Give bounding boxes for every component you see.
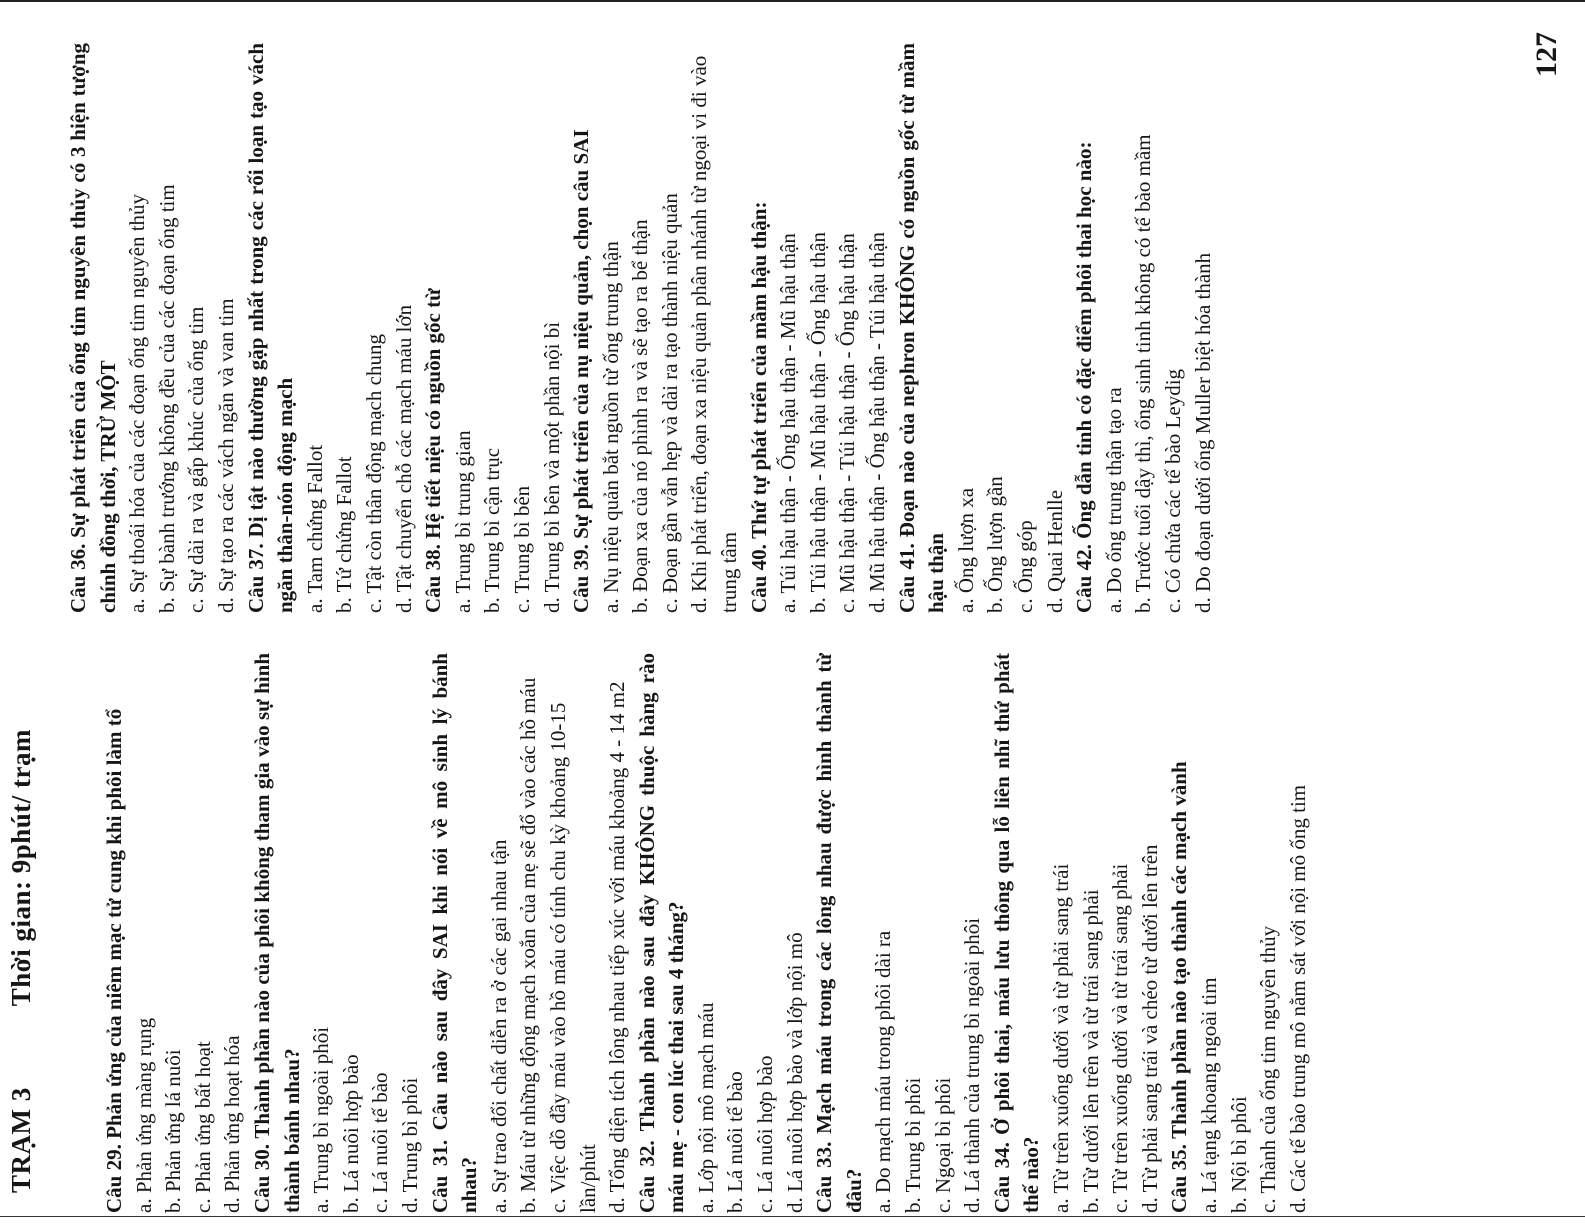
answer-option: d. Từ phải sang trái và chéo từ dưới lên trên [1137,844,1162,1213]
question-block [745,43,893,613]
question-text [988,653,1047,1213]
answer-option: d. Mũ hậu thận - Ống hậu thận - Túi hậu thận [865,231,890,613]
answer-option: a. Sự thoái hóa của các đoạn ống tim nguyên thủy [125,193,150,613]
question-number: Câu 37. [243,543,268,613]
question-block [988,653,1166,1213]
answer-option: a. Do ống trung thận tạo ra [1101,387,1126,613]
question-number: Câu 30. [249,1144,274,1213]
answer-option: a. Từ trên xuống dưới và từ phải sang trái [1049,863,1073,1213]
question-block [633,653,811,1213]
question-stem: Dị tật nào thường gặp nhất trong các rối loạn tạo vách ngăn thân-nón động mạch [243,43,298,613]
question-number: Câu 36. [66,543,90,613]
answer-option: b. Trung bì phôi [901,1077,926,1213]
answer-option: d. Khi phát triển, đoạn xa niệu quản phân nhánh từ ngoại vi đi vào trung tâm [687,55,742,613]
station-label: TRẠM 3 [6,1087,36,1193]
answer-option: b. Nội bì phôi [1226,1096,1251,1213]
answer-option: a. Lá tạng khoang ngoài tim [1196,977,1221,1213]
answer-option: d. Tật chuyển chỗ các mạch máu lớn [391,304,416,613]
question-number: Câu 34. [989,1142,1014,1213]
answer-option: c. Mũ hậu thận - Túi hậu thận - Ống hậu thận [835,233,860,613]
question-number: Câu 33. [812,1141,837,1213]
question-block [1165,653,1313,1213]
question-block [567,43,745,613]
question-text [1165,653,1195,1213]
answer-option: c. Tật còn thân động mạch chung [361,334,386,613]
question-block [419,43,567,613]
answer-option: c. Có chứa các tế bào Leydig [1160,368,1185,613]
question-stem: Hệ tiết niệu có nguồn gốc từ [421,288,446,539]
question-stem: Đoạn nào của nephron KHÔNG có nguồn gốc từ mầm hậu thận [894,43,949,613]
question-text [1070,43,1100,613]
answer-option: a. Nụ niệu quản bắt nguồn từ ống trung thận [598,241,623,613]
question-stem: Sự phát triển của ống tim nguyên thủy có 3 hiện tượng chính đồng thời, TRỪ MỘT [66,43,120,613]
answer-option: a. Lớp nội mô mạch máu [693,1002,718,1213]
question-number: Câu 29. [102,1144,126,1213]
question-block [1070,43,1218,613]
question-block [64,43,242,613]
question-stem: Ống dẫn tinh có đặc điểm phôi thai học nào: [1072,141,1097,539]
answer-option: b. Sự bành trướng không đều của các đoạn ống tim [154,184,179,613]
question-stem: Thứ tự phát triển của mầm hậu thận: [746,201,771,539]
answer-option: a. Túi hậu thận - Ống hậu thận - Mũ hậu thận [776,233,801,613]
answer-option: b. Máu từ những động mạch xoắn của mẹ sẽ đổ vào các hồ máu [516,677,541,1213]
answer-option: c. Thành của ống tim nguyên thủy [1256,925,1281,1213]
answer-option: d. Phản ứng hoạt hóa [220,1035,245,1213]
answer-option: d. Trung bì phôi [397,1077,422,1213]
question-text [633,653,692,1213]
question-stem: Thành phần nào tạo thành các mạch vành [1167,761,1192,1139]
question-number: Câu 38. [421,544,446,613]
question-text [745,43,775,613]
answer-option: a. Tam chứng Fallot [302,444,327,613]
question-text [100,653,130,1213]
answer-option: b. Ống lượn gần [983,476,1008,613]
answer-option: d. Lá thành của trung bì ngoài phôi [960,917,985,1213]
question-stem: Phản ứng của niêm mạc tử cung khi phôi làm tổ [102,708,126,1139]
answer-option: b. Trước tuổi dậy thì, ống sinh tinh không có tế bào mầm [1131,134,1156,613]
answer-option: c. Lá nuôi hợp bào [753,1055,778,1213]
page-number: 127 [1530,32,1563,77]
answer-option: a. Trung bì trung gian [450,430,475,613]
answer-option: b. Phản ứng lá nuôi [161,1049,186,1213]
answer-option: c. Sự dài ra và gấp khúc của ống tim [184,306,209,613]
answer-option: c. Việc dồ đầy máu vào hồ máu có tính chu kỳ khoảng 10-15 lần/phút [545,702,600,1213]
question-text [567,43,597,613]
question-stem: Câu nào sau đây SAI khi nói về mô sinh lý bánh nhau? [427,653,482,1213]
question-text [64,43,123,613]
answer-option: d. Các tế bào trung mô nằm sát với nội mô ống tim [1285,784,1310,1213]
question-number: Câu 32. [634,1140,659,1213]
question-block [893,43,1071,613]
answer-option: b. Túi hậu thận - Mũ hậu thận - Ống hậu thận [805,231,830,613]
question-text [242,43,301,613]
answer-option: c. Trung bì bên [509,485,534,613]
answer-option: c. Lá nuôi tế bào [368,1072,393,1213]
question-text [248,653,307,1213]
question-text [893,43,952,613]
question-block [248,653,426,1213]
question-number: Câu 31. [427,1139,452,1213]
answer-option: b. Lá nuôi tế bào [723,1071,748,1213]
answer-option: b. Trung bì cận trục [480,447,505,613]
answer-option: c. Ống góp [1013,520,1037,613]
question-column-left [100,653,1313,1213]
question-stem: Thành phần nào của phôi không tham gia vào sự hình thành bánh nhau? [249,652,304,1213]
question-number: Câu 40. [746,544,771,613]
question-block [426,653,633,1213]
answer-option: d. Sự tạo ra các vách ngăn và van tim [213,298,238,613]
question-number: Câu 35. [1167,1144,1192,1213]
question-number: Câu 41. [894,543,919,613]
question-stem: Thành phần nào sau đây KHÔNG thuộc hàng rào máu mẹ - con lúc thai sau 4 tháng? [634,653,689,1213]
question-column-right [64,43,1218,613]
answer-option: b. Đoạn xa của nó phình ra và sẽ tạo ra bể thận [628,219,653,613]
answer-option: c. Từ trên xuống dưới và từ trái sang phải [1108,863,1133,1213]
question-number: Câu 39. [569,544,594,613]
station-header [6,729,37,1193]
answer-option: c. Phản ứng bất hoạt [190,1041,215,1213]
answer-option: c. Đoạn gần vẫn hẹp và dài ra tạo thành niệu quản [657,193,682,613]
answer-option: a. Do mạch máu trong phôi dài ra [871,930,896,1213]
time-label: Thời gian: 9phút/ trạm [6,728,36,1007]
answer-option: a. Sự trao đổi chất diễn ra ở các gai nhau tận [486,839,511,1213]
answer-option: a. Trung bì ngoài phôi [309,1026,334,1213]
answer-option: a. Ống lượn xa [953,487,978,613]
answer-option: b. Từ dưới lên trên và từ trái sang phải [1078,889,1103,1213]
question-block [242,43,420,613]
answer-option: d. Quai Henlle [1042,489,1067,613]
answer-option: b. Lá nuôi hợp bào [338,1054,363,1213]
answer-option: c. Ngoại bì phôi [930,1077,955,1213]
question-stem: Ở phôi thai, máu lưu thông qua lỗ liên nhĩ thứ phát thế nào? [989,653,1044,1213]
answer-option: d. Lá nuôi hợp bào và lớp nội mô [782,932,807,1213]
question-block [100,653,248,1213]
question-block [810,653,988,1213]
question-number: Câu 42. [1072,544,1097,613]
question-stem: Sự phát triển của nụ niệu quản, chọn câu SAI [569,129,594,539]
question-text [426,653,485,1213]
question-text [810,653,869,1213]
answer-option: b. Tứ chứng Fallot [332,456,357,613]
question-stem: Mạch máu trong các lông nhau được hình thành từ đâu? [812,653,866,1213]
answer-option: a. Phản ứng màng rụng [131,1017,156,1213]
answer-option: d. Trung bì bên và một phần nội bì [539,321,564,613]
answer-option: d. Tổng diện tích lông nhau tiếp xúc với máu khoảng 4 - 14 m2 [605,681,630,1213]
question-text [419,43,449,613]
answer-option: d. Do đoạn dưới ống Muller biệt hóa thành [1190,252,1215,613]
